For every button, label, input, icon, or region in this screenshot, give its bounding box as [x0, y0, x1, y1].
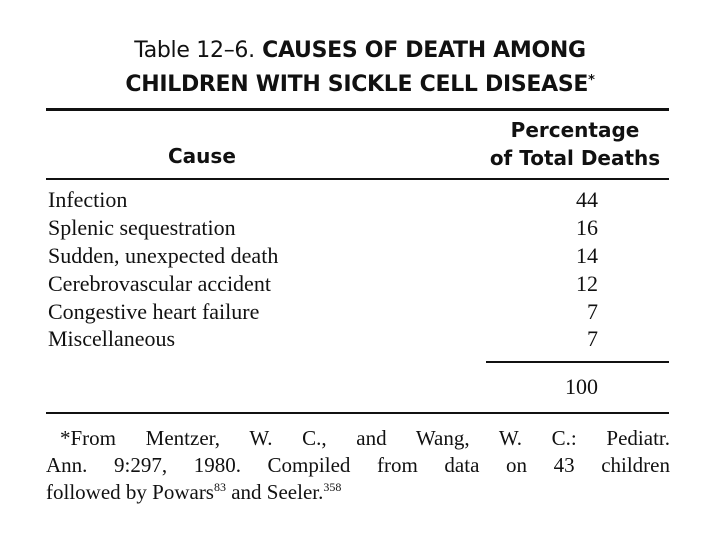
table-row: [48, 186, 598, 213]
table-row: [48, 214, 598, 241]
percentage-cell: 16: [576, 215, 598, 240]
table-title-line-2: [60, 66, 660, 100]
table-row: [48, 325, 598, 352]
footnote-line-1: *From Mentzer, W. C., and Wang, W. C.: Pediatr.: [60, 426, 670, 450]
table-title-text: CAUSES OF DEATH AMONG: [262, 38, 586, 63]
percentage-cell: 14: [576, 243, 598, 268]
table-number: Table 12–6.: [134, 38, 255, 63]
footnote-text-b: and Seeler.: [225, 480, 324, 504]
footnote-line-2: Ann. 9:297, 1980. Compiled from data on 43 children: [46, 453, 670, 477]
reference-number: 358: [323, 480, 342, 494]
footnote-text-a: followed by Powars: [46, 480, 214, 504]
percentage-cell: 44: [576, 187, 598, 212]
cause-cell: Miscellaneous: [48, 326, 176, 351]
total-value: 100: [565, 374, 598, 399]
cause-cell: Splenic sequestration: [48, 215, 236, 240]
cause-cell: Sudden, unexpected death: [48, 243, 279, 268]
percentage-cell: 12: [576, 271, 598, 296]
total-rule: [486, 361, 669, 363]
cause-cell: Cerebrovascular accident: [48, 271, 271, 296]
percentage-header-line-2: of Total Deaths: [489, 146, 661, 170]
percentage-cell: 7: [587, 299, 598, 324]
title-footnote-marker: *: [588, 73, 595, 88]
cause-column-header: Cause: [168, 144, 236, 168]
bottom-rule: [46, 412, 669, 414]
percentage-cell: 7: [587, 326, 598, 351]
cause-cell: Congestive heart failure: [48, 299, 260, 324]
footnote-line-3: [46, 479, 670, 506]
table-row: [48, 298, 598, 325]
cause-cell: Infection: [48, 187, 128, 212]
percentage-column-header: [480, 116, 670, 172]
table-title-line-1: [60, 36, 660, 66]
reference-number: 83: [213, 480, 226, 494]
table-row: [48, 270, 598, 297]
table-title-text-2: CHILDREN WITH SICKLE CELL DISEASE: [125, 72, 589, 97]
table-row: [48, 242, 598, 269]
percentage-header-line-1: Percentage: [510, 118, 640, 142]
header-rule: [46, 178, 669, 180]
top-rule: [46, 108, 669, 111]
